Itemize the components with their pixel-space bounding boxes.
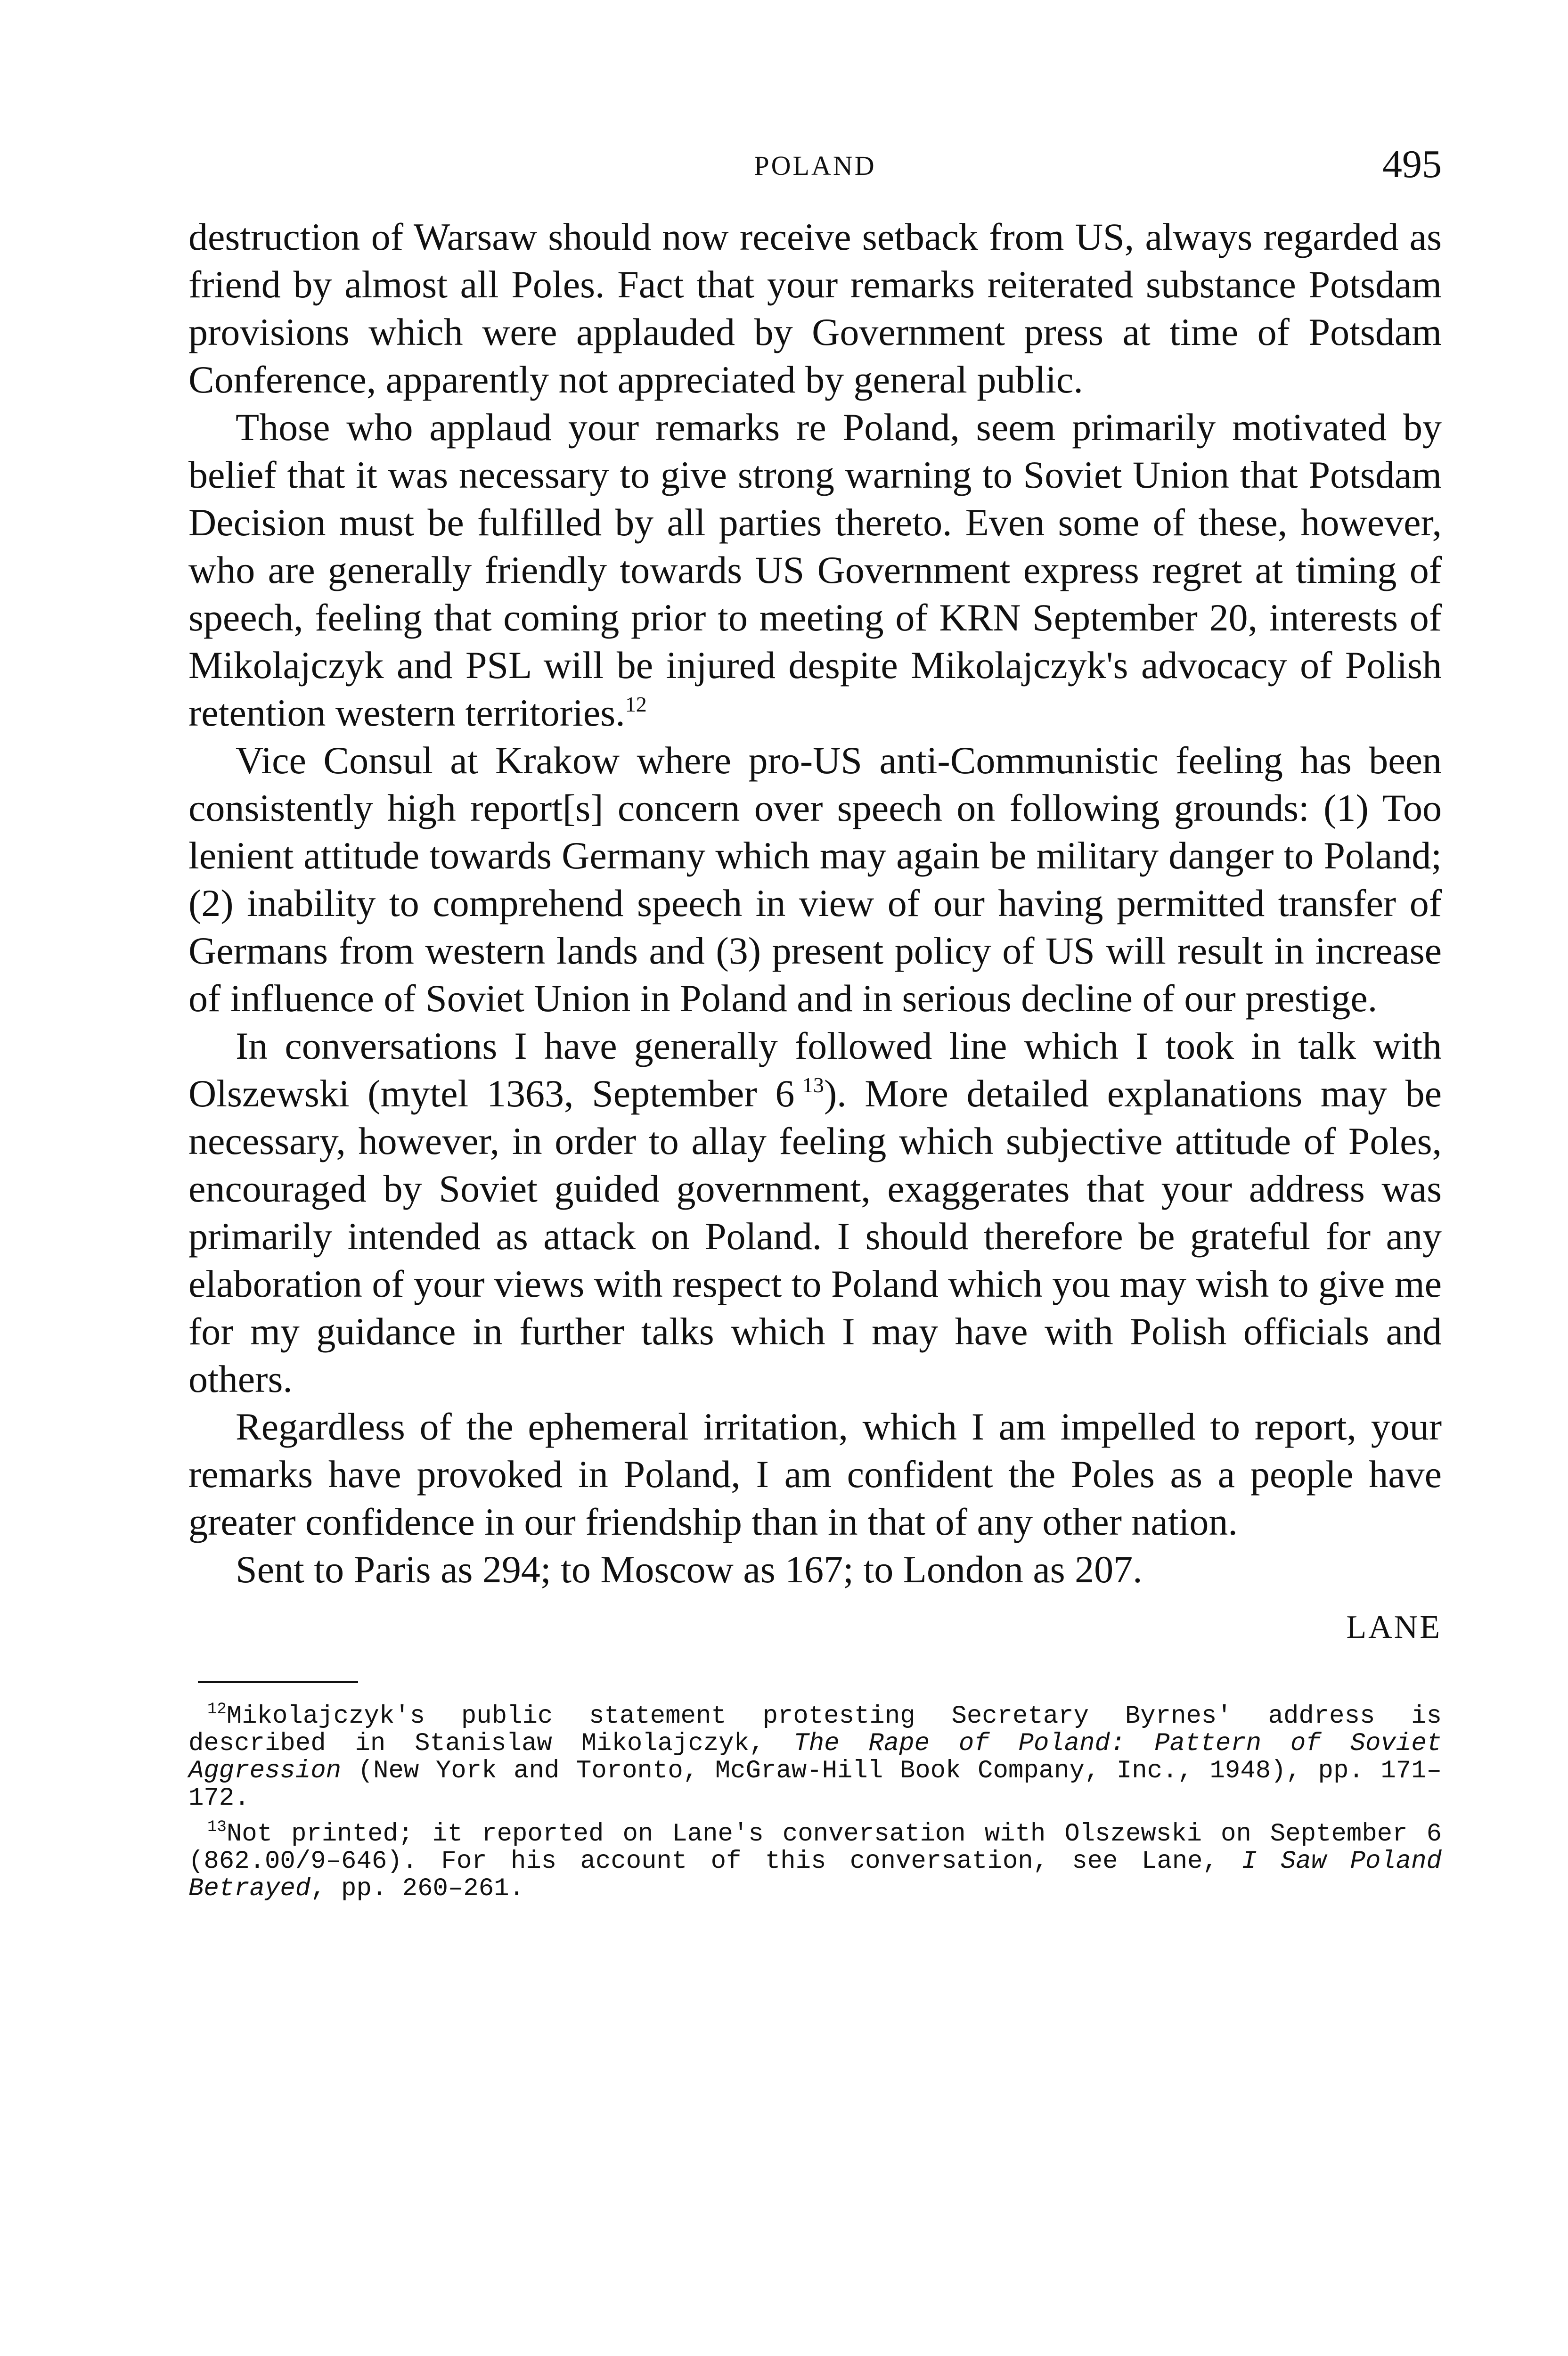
book-title: The Rape of Poland: Pattern of Soviet Aggression [188,1729,1442,1785]
paragraph: Sent to Paris as 294; to Moscow as 167; to London as 207. [236,1548,1143,1591]
footnotes [188,1703,1442,1903]
paragraph [188,403,1442,736]
footnote-13 [188,1818,1442,1903]
footnote-text: Mikolajczyk's public statement protesting Secretary Byrnes' address is described in Stanislaw Mikolajczyk, [188,1702,1442,1758]
signature: LANE [1346,1609,1442,1645]
paragraph-text: In conversations I have generally followed line which I took in talk with Olszewski (mytel 1363, September 6 [188,1024,1442,1115]
running-title: POLAND [754,150,876,181]
footnote-text: (New York and Toronto, McGraw-Hill Book Company, Inc., 1948), pp. 171–172. [188,1757,1442,1813]
book-title: I Saw Poland Betrayed [188,1847,1442,1903]
footnote-ref-12[interactable]: 12 [625,692,647,716]
footnote-number: 13 [207,1818,227,1836]
paragraph-continued: destruction of Warsaw should now receive setback from US, always regarded as friend by almost all Poles. Fact that your remarks reiterated substance Potsdam provisions which were applauded by Government press at time of Potsdam Conference, apparently not appreciated by general public. [188,215,1442,401]
footnote-text: , pp. 260–261. [310,1874,524,1903]
document-page [188,141,1442,2356]
footnote-text: Not printed; it reported on Lane's conversation with Olszewski on September 6 (862.00/9–646). For his account of this conversation, see Lane, [188,1820,1442,1876]
footnote-12 [188,1703,1442,1812]
paragraph-text: ). More detailed explanations may be necessary, however, in order to allay feeling which subjective attitude of Poles, encouraged by Soviet guided government, exaggerates that your address was primarily intended as attack on Poland. I should therefore be grateful for any elaboration of your views with respect to Poland which you may wish to give me for my guidance in further talks which I may have with Polish officials and others. [188,1072,1442,1400]
footnote-divider [198,1681,358,1683]
running-head [188,141,1442,193]
paragraph [188,1022,1442,1403]
footnote-number: 12 [207,1701,227,1718]
paragraph-text: Those who applaud your remarks re Poland, seem primarily motivated by belief that it was necessary to give strong warning to Soviet Union that Potsdam Decision must be fulfilled by all parties thereto. Even some of these, however, who are generally friendly towards US Government express regret at timing of speech, feeling that coming prior to meeting of KRN September 20, interests of Mikolajczyk and PSL will be injured despite Mikolajczyk's advocacy of Polish retention western territories. [188,406,1442,734]
page-number: 495 [1382,142,1442,186]
paragraph: Vice Consul at Krakow where pro-US anti-Communistic feeling has been consistently high report[s] concern over speech on following grounds: (1) Too lenient attitude towards Germany which may again be military danger to Poland; (2) inability to comprehend speech in view of our having permitted transfer of Germans from western lands and (3) present policy of US will result in increase of influence of Soviet Union in Poland and in serious decline of our prestige. [188,739,1442,1020]
paragraph: Regardless of the ephemeral irritation, which I am impelled to report, your remarks have provoked in Poland, I am confident the Poles as a people have greater confidence in our friendship than in that of any other nation. [188,1405,1442,1543]
footnote-ref-13[interactable]: 13 [802,1073,824,1097]
telegram-body [188,213,1442,1651]
